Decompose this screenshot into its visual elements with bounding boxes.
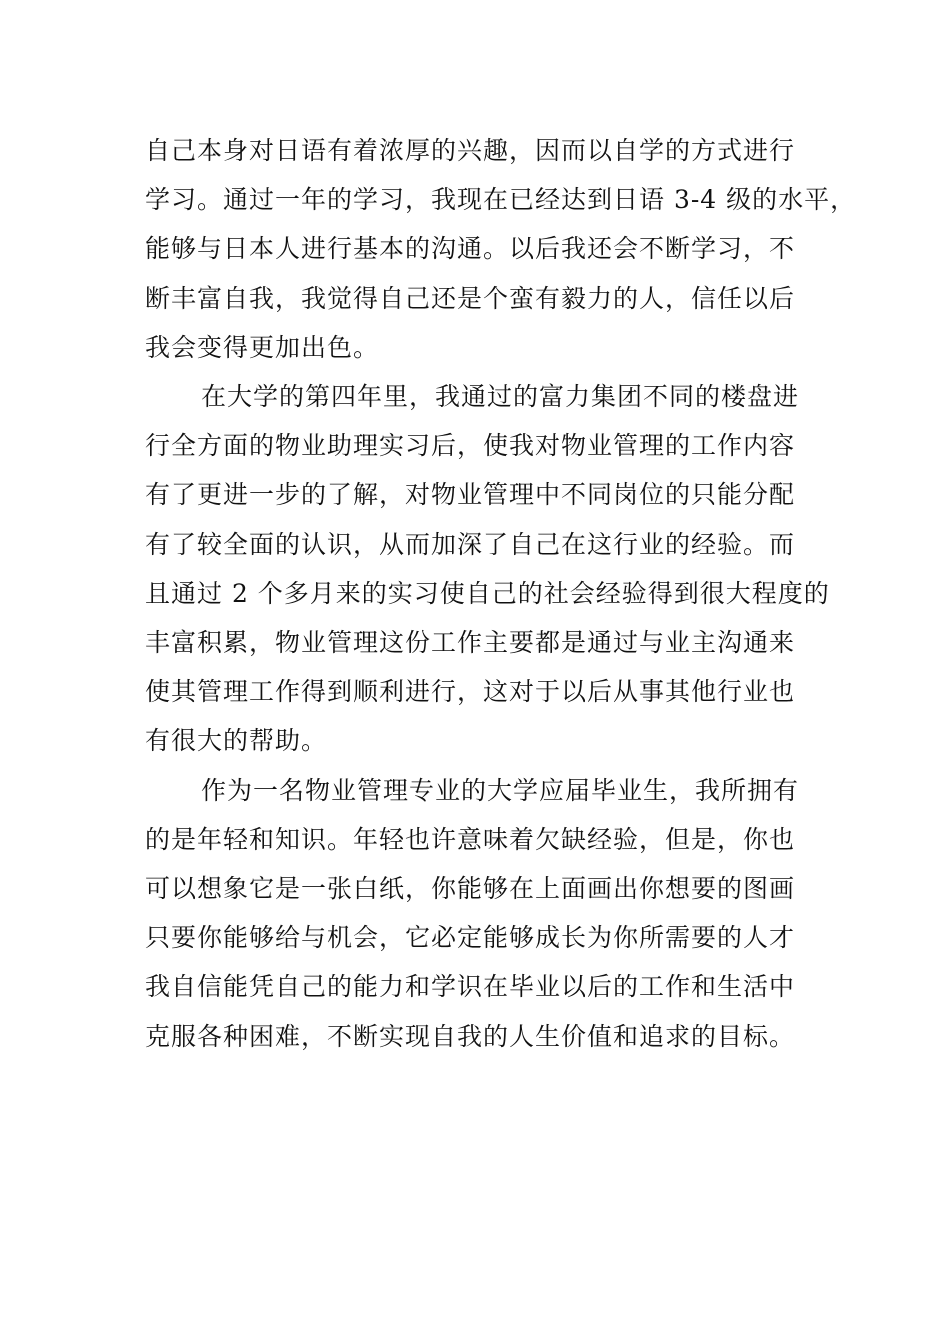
paragraph-2 <box>145 372 830 766</box>
text-line: 丰富积累，物业管理这份工作主要都是通过与业主沟通来 <box>145 628 796 658</box>
text-line: 行全方面的物业助理实习后，使我对物业管理的工作内容 <box>145 431 796 461</box>
text-line: 在大学的第四年里，我通过的富力集团不同的楼盘进 <box>201 382 800 412</box>
text-line: 使其管理工作得到顺利进行，这对于以后从事其他行业也 <box>145 677 796 707</box>
text-line: 我会变得更加出色。 <box>145 332 380 362</box>
text-line: 作为一名物业管理专业的大学应届毕业生，我所拥有 <box>201 775 800 805</box>
text-line: 可以想象它是一张白纸，你能够在上面画出你想要的图画 <box>145 874 796 904</box>
text-line: 只要你能够给与机会，它必定能够成长为你所需要的人才 <box>145 923 796 953</box>
text-line: 我自信能凭自己的能力和学识在毕业以后的工作和生活中 <box>145 972 796 1002</box>
text-line: 克服各种困难，不断实现自我的人生价值和追求的目标。 <box>145 1021 796 1051</box>
text-line: 且通过 2 个多月来的实习使自己的社会经验得到很大程度的 <box>145 578 830 608</box>
text-line: 自己本身对日语有着浓厚的兴趣，因而以自学的方式进行 <box>145 136 796 165</box>
text-line: 有很大的帮助。 <box>145 726 328 756</box>
text-line: 断丰富自我，我觉得自己还是个蛮有毅力的人，信任以后 <box>145 283 796 313</box>
document-body <box>145 126 857 1061</box>
text-line: 能够与日本人进行基本的沟通。以后我还会不断学习，不 <box>145 234 796 264</box>
text-line: 的是年轻和知识。年轻也许意味着欠缺经验，但是，你也 <box>145 824 796 854</box>
text-line: 有了较全面的认识，从而加深了自己在这行业的经验。而 <box>145 529 796 559</box>
paragraph-1 <box>145 126 857 372</box>
text-line: 学习。通过一年的学习，我现在已经达到日语 3-4 级的水平， <box>145 185 857 215</box>
paragraph-3 <box>145 766 810 1061</box>
text-line: 有了更进一步的了解，对物业管理中不同岗位的只能分配 <box>145 480 796 510</box>
